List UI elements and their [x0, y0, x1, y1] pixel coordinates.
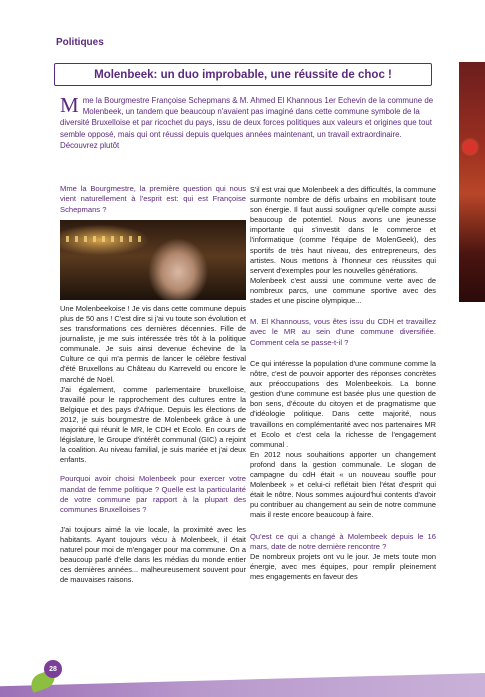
decorative-photo-strip [459, 62, 485, 302]
question-4: Qu'est ce qui a changé à Molembeek depuis le 16 mars, date de notre dernière rencontre ? [250, 531, 436, 551]
article-intro [60, 95, 436, 151]
answer-1-paragraph-2: J'ai également, comme parlementaire bruxelloise, travaillé pour le rapprochement des cultures entre la Belgique et des pays d'Afrique. Depuis les élections de 2012, je suis bourgmestre de Molenbeek grâce à une majorité qui réunit le MR, le CDH et Ecolo. En cours de législature, le Groupe d'intérêt communal (GIC) a rejoint la coalition. Au niveau familial, je suis mariée et j'ai deux enfants. [60, 384, 246, 465]
answer-2: J'ai toujours aimé la vie locale, la proximité avec les habitants. Ayant toujours vécu à Molenbeek, il était naturel pour moi de m'engager pour ma commune. On a beaucoup parlé d'elle dans les médias du monde entier ces dernières années... malheureusement souvent pour de mauvaises raisons. [60, 524, 246, 585]
intro-text: me la Bourgmestre Françoise Schepmans & M. Ahmed El Khannous 1er Echevin de la commune de Molenbeek, un tandem que beaucoup n'avaient pas imaginé dans cette commune symbole de la diversité Bruxelloise et par ricochet du pays, issu de deux forces politiques aux valeurs et origines que tout semble opposé, mais qui ont réussi depuis quelques années maintenant, un travail extraordinaire. [60, 96, 434, 139]
flower-icon [463, 140, 477, 154]
portrait-photo [60, 220, 246, 300]
right-paragraph-2: Molenbeek c'est aussi une commune verte avec de nombreux parcs, une commune sportive avec des stades et une piscine olympique... [250, 275, 436, 306]
question-1: Mme la Bourgmestre, la première question qui nous vient naturellement à l'esprit est: qui est Françoise Schepmans ? [60, 184, 246, 214]
right-paragraph-1: S'il est vrai que Molenbeek a des difficultés, la commune surmonte nombre de défis urbains en mobilisant toute son énergie. Il faut aussi souligner qu'elle compte aussi beaucoup de potentiel. Nous avons une jeunesse importante qui s'investit dans le commerce et l'informatique (comme l'équipe de MolenGeek), des sportifs de très haut niveau, des entrepreneurs, des artistes. Nous mettons à l'honneur ces réussites qui servent d'exemples pour les nouvelles générations. [250, 185, 436, 275]
section-label: Politiques [56, 37, 104, 48]
question-3: M. El Khannouss, vous êtes issu du CDH et travaillez avec le MR au sein d'une commune diversifiée. Comment cela se passe-t-il ? [250, 317, 436, 347]
answer-4: De nombreux projets ont vu le jour. Je mets toute mon énergie, avec mes équipes, pour remplir pleinement mes engagements en faveur des [250, 552, 436, 582]
page-number: 28 [44, 660, 62, 678]
question-2: Pourquoi avoir choisi Molenbeek pour exercer votre mandat de femme politique ? Quelle est la particularité de votre commune par rapport à la plupart des communes Bruxelloises ? [60, 474, 246, 515]
intro-more-text: Découvrez plutôt [60, 140, 120, 150]
photo-background-lights [66, 236, 146, 242]
right-column [250, 185, 436, 582]
left-column [60, 184, 246, 585]
answer-1-paragraph-1: Une Molenbeekoise ! Je vis dans cette commune depuis plus de 50 ans ! C'est dire si j'ai vu toute son évolution et ses transformations ces dernières décennies. Fille de journaliste, je me suis intéressée très tôt à la politique communale. Je suis ainsi devenue échevine de la Culture ce qui m'a permis de lancer le célèbre festival d'été Bruxellons au Château du Karreveld ou encore le marché de Noël. [60, 303, 246, 384]
drop-cap: M [60, 93, 79, 117]
article-title: Molenbeek: un duo improbable, une réussite de choc ! [94, 68, 392, 81]
answer-3-paragraph-1: Ce qui intéresse la population d'une commune comme la nôtre, c'est de pouvoir apporter des réponses concrètes aux préoccupations des Molenbeekois. La bonne gestion d'une commune est basée plus une question de bon sens, d'écoute du citoyen et de pragmatisme que d'idéologie politique. Dans cette majorité, nous travaillons en complémentarité avec nos partenaires MR et Ecolo et c'est cela la richesse de l'engagement communal . [250, 359, 436, 449]
article-title-box [54, 63, 432, 86]
footer-band [0, 673, 485, 697]
answer-3-paragraph-2: En 2012 nous souhaitions apporter un changement profond dans la gestion communale. Le slogan de campagne du cdH était « un nouveau souffle pour Molenbeek » et celui-ci reflétait bien l'état d'esprit qui était le nôtre. Nous sommes aujourd'hui contents d'avoir pu contribuer au changement au sein de notre commune mais il reste encore beaucoup à faire. [250, 449, 436, 520]
